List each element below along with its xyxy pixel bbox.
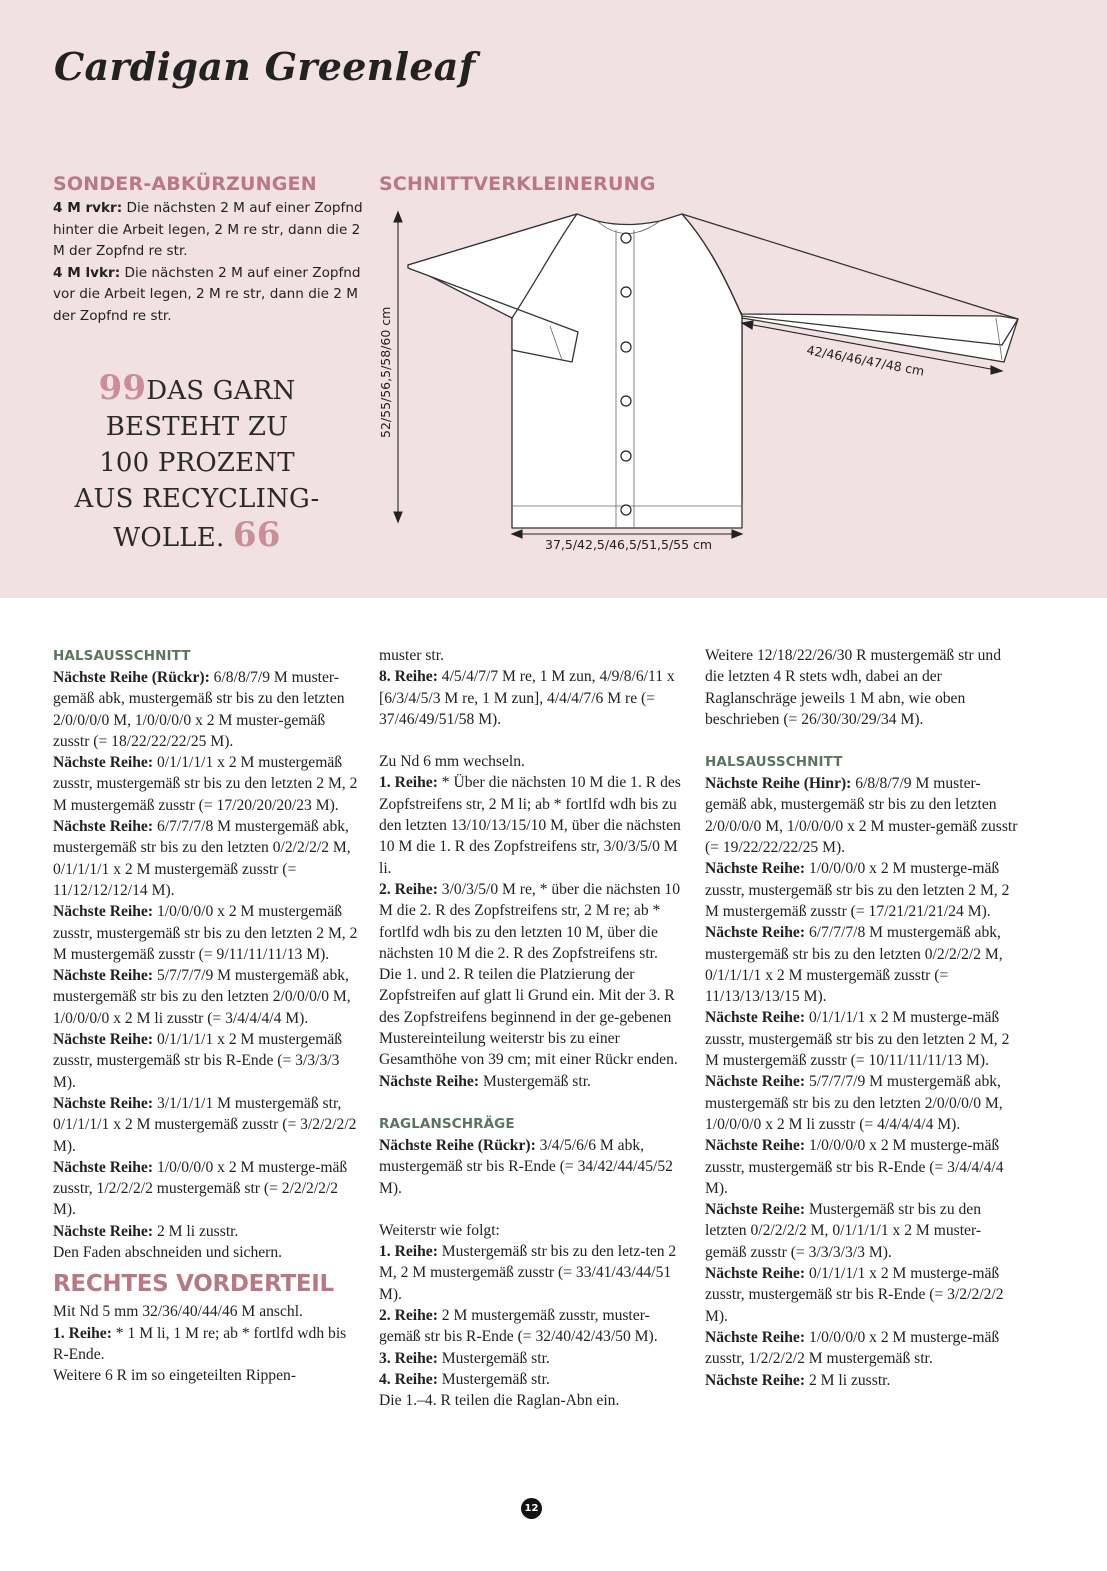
instruction-text: 1/0/0/0/0 x 2 M musterge-mäß zusstr, 1/2/2/2/2 M mustergemäß str.: [705, 1328, 1000, 1368]
instruction-text: 1/0/0/0/0 x 2 M mustergemäß zusstr, mustergemäß str bis zu den letzten 2 M, 2 M mustergemäß zusstr (= 9/11/11/11/13 M).: [53, 903, 358, 963]
instruction-paragraph: [53, 1365, 363, 1386]
section-subheading: RAGLANSCHRÄGE: [379, 1115, 515, 1132]
instruction-text: 4/5/4/7/7 M re, 1 M zun, 4/9/8/6/11 x [6/3/4/5/3 M re, 1 M zun], 4/4/4/7/6 M re (= 37/46/49/51/58 M).: [379, 668, 675, 728]
row-label: Nächste Reihe:: [705, 1265, 806, 1283]
row-label: Nächste Reihe:: [705, 1328, 806, 1346]
row-label: Nächste Reihe:: [53, 818, 154, 836]
instruction-text: Den Faden abschneiden und sichern.: [53, 1244, 283, 1262]
row-label: Nächste Reihe:: [53, 1031, 154, 1049]
abbreviations-heading: SONDER-ABKÜRZUNGEN: [53, 173, 317, 195]
row-label: Nächste Reihe:: [705, 924, 806, 942]
instruction-paragraph: [379, 1305, 689, 1348]
instruction-paragraph: [705, 1327, 1020, 1370]
instruction-text: 3/0/3/5/0 M re, * über die nächsten 10 M die 2. R des Zopfstreifens str, 2 M re; ab * fortlfd wdh bis zu den letzten 10 M, über die nächsten 10 M die 2. R des Zopfstreifens str.: [379, 880, 680, 962]
instruction-paragraph: [53, 1301, 363, 1322]
instruction-text: 3/4/5/6/6 M abk, mustergemäß str bis R-Ende (= 34/42/44/45/52 M).: [379, 1136, 673, 1197]
row-label: Nächste Reihe:: [53, 903, 154, 921]
row-label: Nächste Reihe:: [705, 1371, 806, 1389]
instruction-text: Weiterstr wie folgt:: [379, 1221, 500, 1239]
instruction-paragraph: [379, 1241, 689, 1305]
row-label: Nächste Reihe:: [705, 1201, 806, 1219]
row-label: Nächste Reihe (Hinr):: [705, 775, 852, 793]
instruction-text: 0/1/1/1/1 x 2 M musterge-mäß zusstr, mustergemäß str bis R-Ende (= 3/2/2/2/2 M).: [705, 1265, 1004, 1325]
instruction-paragraph: [705, 1199, 1020, 1263]
instruction-text: 6/8/8/7/9 M muster-gemäß abk, mustergemäß str bis zu den letzten 2/0/0/0/0 M, 1/0/0/0/0 x 2 M muster-gemäß zusstr (= 19/22/22/22/25 M).: [705, 775, 1018, 857]
instruction-paragraph: [53, 816, 363, 901]
schematic-heading: SCHNITTVERKLEINERUNG: [379, 173, 656, 195]
instruction-paragraph: [379, 666, 689, 730]
quote-line: AUS RECYCLING-: [74, 484, 320, 514]
quote-line: WOLLE.: [113, 523, 225, 553]
length-arrow-top: [394, 212, 402, 222]
instruction-text: 6/8/8/7/9 M muster-gemäß abk, mustergemäß str bis zu den letzten 2/0/0/0/0 M, 1/0/0/0/0 x 2 M muster-gemäß zusstr (= 18/22/22/22/25 M).: [53, 669, 345, 750]
instruction-paragraph: [53, 1157, 363, 1221]
row-label: 3. Reihe:: [379, 1349, 438, 1367]
cardigan-schematic: [372, 200, 1032, 570]
page-number: 12: [521, 1498, 542, 1519]
instruction-text: * 1 M li, 1 M re; ab * fortlfd wdh bis R-Ende.: [53, 1324, 347, 1363]
instruction-paragraph: [379, 645, 689, 666]
quote-line: 100 PROZENT: [99, 448, 295, 478]
instruction-paragraph: [705, 1370, 1020, 1391]
row-label: Nächste Reihe:: [379, 1072, 480, 1090]
row-label: 4. Reihe:: [379, 1370, 438, 1388]
row-label: 1. Reihe:: [379, 774, 438, 792]
row-label: Nächste Reihe:: [53, 1222, 154, 1240]
instruction-paragraph: [705, 1007, 1020, 1071]
instruction-text: Mustergemäß str.: [437, 1349, 550, 1367]
text-column-1: [53, 645, 363, 1387]
instruction-paragraph: [53, 965, 363, 1029]
instruction-text: 1/0/0/0/0 x 2 M musterge-mäß zusstr, mustergemäß str bis R-Ende (= 3/4/4/4/4 M).: [705, 1137, 1004, 1197]
abbreviation-item: [53, 263, 368, 328]
instruction-paragraph: [705, 1263, 1020, 1327]
width-label: 37,5/42,5/46,5/51,5/55 cm: [545, 537, 713, 552]
instruction-text: Die 1.–4. R teilen die Raglan-Abn ein.: [379, 1392, 620, 1410]
text-column-3: [705, 645, 1020, 1391]
instruction-paragraph: [705, 858, 1020, 922]
instruction-text: 2 M li zusstr.: [153, 1222, 239, 1240]
row-label: Nächste Reihe (Rückr):: [379, 1136, 536, 1154]
instruction-text: Weitere 12/18/22/26/30 R mustergemäß str und die letzten 4 R stets wdh, dabei an der Raglanschräge jeweils 1 M abn, wie oben beschrieben (= 26/30/30/29/34 M).: [705, 647, 1001, 728]
sleeve-label: 42/46/46/47/48 cm: [805, 342, 926, 379]
button: [621, 342, 631, 352]
text-column-2: [379, 645, 689, 1412]
instruction-paragraph: [379, 879, 689, 964]
row-label: 2. Reihe:: [379, 880, 438, 898]
row-label: 1. Reihe:: [53, 1324, 112, 1342]
row-label: Nächste Reihe:: [53, 967, 154, 985]
instruction-paragraph: [705, 645, 1020, 730]
instruction-paragraph: [379, 1220, 689, 1241]
instruction-paragraph: [53, 752, 363, 816]
length-label: 52/55/56,5/58/60 cm: [378, 306, 393, 438]
section-subheading: HALSAUSSCHNITT: [53, 648, 191, 664]
instruction-text: 2 M mustergemäß zusstr, muster-gemäß str bis R-Ende (= 32/40/42/43/50 M).: [379, 1307, 658, 1346]
row-label: Nächste Reihe:: [53, 754, 154, 772]
row-label: 8. Reihe:: [379, 668, 438, 686]
instruction-paragraph: [53, 1323, 363, 1366]
row-label: Nächste Reihe:: [705, 860, 806, 878]
quote-line: BESTEHT ZU: [105, 412, 289, 442]
abbreviation-term: 4 M rvkr:: [53, 200, 123, 216]
instruction-text: 0/1/1/1/1 x 2 M mustergemäß zusstr, mustergemäß str bis zu den letzten 2 M, 2 M mustergemäß zusstr (= 17/20/20/20/23 M).: [53, 754, 358, 814]
length-arrow-bottom: [394, 512, 402, 522]
row-label: Nächste Reihe:: [53, 1158, 154, 1176]
button: [621, 451, 631, 461]
instruction-paragraph: [379, 1071, 689, 1092]
instruction-text: 1/0/0/0/0 x 2 M musterge-mäß zusstr, mustergemäß str bis zu den letzten 2 M, 2 M mustergemäß zusstr (= 17/21/21/21/24 M).: [705, 860, 1010, 920]
instruction-paragraph: [379, 1390, 689, 1411]
row-label: 2. Reihe:: [379, 1307, 438, 1325]
instruction-text: 0/1/1/1/1 x 2 M musterge-mäß zusstr, mustergemäß str bis zu den letzten 2 M, 2 M mustergemäß zusstr (= 10/11/11/11/13 M).: [705, 1009, 1010, 1070]
section-heading: RECHTES VORDERTEIL: [53, 1271, 334, 1298]
button: [621, 396, 631, 406]
button: [621, 287, 631, 297]
width-arrow-right: [732, 530, 742, 538]
instruction-text: Mustergemäß str.: [479, 1072, 591, 1090]
row-label: Nächste Reihe:: [705, 1073, 806, 1091]
instruction-text: 3/1/1/1/1 M mustergemäß str, 0/1/1/1/1 x 2 M mustergemäß zusstr (= 3/2/2/2/2 M).: [53, 1094, 357, 1155]
instruction-paragraph: [53, 1093, 363, 1157]
instruction-text: 2 M li zusstr.: [805, 1371, 891, 1389]
sleeve-arrow-right: [991, 366, 1002, 374]
abbreviation-term: 4 M lvkr:: [53, 264, 121, 281]
instruction-text: 1/0/0/0/0 x 2 M musterge-mäß zusstr, 1/2/2/2/2 mustergemäß str (= 2/2/2/2/2 M).: [53, 1158, 348, 1219]
instruction-text: 5/7/7/7/9 M mustergemäß abk, mustergemäß str bis zu den letzten 2/0/0/0/0 M, 1/0/0/0/0 x 2 M li zusstr (= 4/4/4/4/4 M).: [705, 1073, 1003, 1133]
row-label: Nächste Reihe:: [705, 1009, 806, 1027]
abbreviation-item: [53, 198, 368, 263]
abbreviation-text: Die nächsten 2 M auf einer Zopfnd vor die Arbeit legen, 2 M re str, dann die 2 M der Zopfnd re str.: [53, 264, 361, 324]
instruction-paragraph: [379, 751, 689, 772]
row-label: 1. Reihe:: [379, 1243, 438, 1261]
row-label: Nächste Reihe:: [53, 1094, 154, 1112]
close-quote-mark: 66: [232, 515, 281, 555]
paragraph-gap: [705, 730, 1020, 751]
instruction-text: Mustergemäß str bis zu den letzten 0/2/2/2/2 M, 0/1/1/1/1 x 2 M muster-gemäß zusstr (= 3/3/3/3/3 M).: [705, 1201, 982, 1261]
instruction-paragraph: [379, 1135, 689, 1199]
instruction-text: Mustergemäß str.: [437, 1370, 550, 1388]
row-label: Nächste Reihe (Rückr):: [53, 669, 210, 686]
instruction-text: * Über die nächsten 10 M die 1. R des Zopfstreifens str, 2 M li; ab * fortlfd wdh bis zu den letzten 13/10/13/15/10 M, über die nächsten 10 M die 1. R des Zopfstreifens str, 3/0/3/5/0 M li.: [379, 774, 681, 877]
instruction-text: 6/7/7/7/8 M mustergemäß abk, mustergemäß str bis zu den letzten 0/2/2/2/2 M, 0/1/1/1/1 x 2 M mustergemäß zusstr (= 11/12/12/12/14 M).: [53, 818, 351, 899]
instruction-text: 5/7/7/7/9 M mustergemäß abk, mustergemäß str bis zu den letzten 2/0/0/0/0 M, 1/0/0/0/0 x 2 M li zusstr (= 3/4/4/4/4 M).: [53, 967, 351, 1027]
section-subheading: HALSAUSSCHNITT: [705, 754, 843, 771]
paragraph-gap: [379, 1199, 689, 1220]
abbreviations-list: [53, 198, 368, 327]
width-arrow-left: [512, 530, 522, 538]
button: [621, 233, 631, 243]
instruction-paragraph: [53, 1221, 363, 1242]
instruction-text: Die 1. und 2. R teilen die Platzierung der Zopfstreifen auf glatt li Grund ein. Mit der 3. R des Zopfstreifens beginnend in der ge-gebenen Mustereinteilung weiterstr bis zu einer Gesamthöhe von 39 cm; mit einer Rückr enden.: [379, 966, 678, 1069]
instruction-paragraph: [705, 773, 1020, 858]
sleeve-arrow-left: [742, 321, 753, 329]
instruction-paragraph: [53, 1029, 363, 1093]
paragraph-gap: [379, 1092, 689, 1113]
instruction-paragraph: [379, 964, 689, 1070]
instruction-text: Mustergemäß str bis zu den letz-ten 2 M, 2 M mustergemäß zusstr (= 33/41/43/44/51 M).: [379, 1243, 677, 1303]
pull-quote: [62, 370, 332, 556]
instruction-paragraph: [53, 901, 363, 965]
instruction-paragraph: [53, 1242, 363, 1263]
abbreviation-text: Die nächsten 2 M auf einer Zopfnd hinter die Arbeit legen, 2 M re str, dann die 2 M der Zopfnd re str.: [53, 200, 363, 259]
instruction-text: Weitere 6 R im so eingeteilten Rippen-: [53, 1367, 296, 1385]
instruction-text: 0/1/1/1/1 x 2 M mustergemäß zusstr, mustergemäß str bis R-Ende (= 3/3/3/3 M).: [53, 1031, 343, 1091]
instruction-paragraph: [705, 1135, 1020, 1199]
instruction-paragraph: [379, 1348, 689, 1369]
button: [621, 505, 631, 515]
instruction-paragraph: [53, 667, 363, 752]
instruction-text: Mit Nd 5 mm 32/36/40/44/46 M anschl.: [53, 1303, 303, 1321]
instruction-paragraph: [705, 1071, 1020, 1135]
instruction-text: muster str.: [379, 647, 444, 664]
page-title: Cardigan Greenleaf: [54, 44, 476, 89]
paragraph-gap: [379, 730, 689, 751]
open-quote-mark: 99: [98, 368, 147, 408]
instruction-paragraph: [379, 1369, 689, 1390]
instruction-text: Zu Nd 6 mm wechseln.: [379, 753, 525, 771]
row-label: Nächste Reihe:: [705, 1137, 806, 1155]
instruction-paragraph: [705, 922, 1020, 1007]
instruction-text: 6/7/7/7/8 M mustergemäß abk, mustergemäß str bis zu den letzten 0/2/2/2/2 M, 0/1/1/1/1 x 2 M mustergemäß zusstr (= 11/13/13/13/15 M).: [705, 924, 1003, 1006]
instruction-paragraph: [379, 772, 689, 878]
quote-line: DAS GARN: [146, 376, 296, 406]
